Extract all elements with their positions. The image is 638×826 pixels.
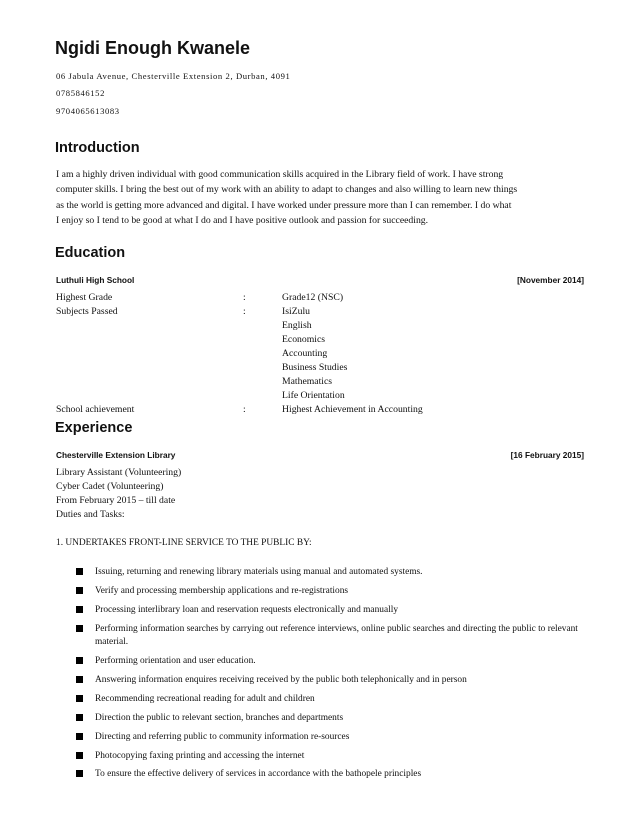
school-name: Luthuli High School (56, 275, 135, 285)
square-bullet-icon (76, 657, 83, 664)
duty-text: Directing and referring public to community information re-sources (95, 731, 350, 742)
highest-grade-label: Highest Grade (56, 292, 113, 303)
applicant-name: Ngidi Enough Kwanele (55, 38, 251, 58)
list-item (76, 768, 586, 781)
duty-text: Issuing, returning and renewing library materials using manual and automated systems. (95, 567, 423, 577)
introduction-line: I enjoy so I tend to be good at what I do and I have positive outlook and passion for succeeding. (56, 214, 429, 226)
colon: : (243, 404, 246, 415)
address: 06 Jabula Avenue, Chesterville Extension 2, Durban, 4091 (56, 71, 291, 81)
square-bullet-icon (76, 752, 83, 759)
colon: : (243, 292, 246, 303)
subject-item: Accounting (282, 348, 328, 359)
duty-text: Performing orientation and user education. (95, 656, 256, 667)
school-row (56, 275, 584, 285)
square-bullet-icon (76, 606, 83, 613)
list-item (76, 655, 586, 668)
list-item (76, 712, 586, 725)
list-item (76, 604, 586, 617)
achievement-value: Highest Achievement in Accounting (282, 404, 423, 415)
list-item (76, 693, 586, 706)
duty-text: Direction the public to relevant section, branches and departments (95, 712, 344, 723)
role-line: Cyber Cadet (Volunteering) (56, 481, 164, 492)
phone-number: 0785846152 (56, 88, 105, 98)
achievement-label: School achievement (56, 404, 135, 415)
square-bullet-icon (76, 587, 83, 594)
introduction-text (56, 167, 584, 228)
duty-text: To ensure the effective delivery of services in accordance with the bathopele principles (95, 769, 422, 780)
square-bullet-icon (76, 695, 83, 702)
duty-text: Processing interlibrary loan and reservation requests electronically and manually (95, 604, 399, 615)
duties-list (76, 566, 586, 787)
square-bullet-icon (76, 733, 83, 740)
square-bullet-icon (76, 714, 83, 721)
school-date: [November 2014] (517, 275, 584, 285)
square-bullet-icon (76, 625, 83, 632)
subject-item: Economics (282, 334, 326, 345)
duties-subheading: 1. UNDERTAKES FRONT-LINE SERVICE TO THE PUBLIC BY: (56, 538, 312, 548)
introduction-line: I am a highly driven individual with good communication skills acquired in the Library field of work. I have strong (56, 169, 504, 180)
subject-item: Mathematics (282, 376, 333, 387)
subject-item: English (282, 320, 312, 331)
list-item (76, 623, 586, 650)
list-item (76, 731, 586, 744)
square-bullet-icon (76, 568, 83, 575)
duty-text: Performing information searches by carrying out reference interviews, online public searches and directing the public to relevant material. (95, 623, 578, 648)
experience-heading: Experience (55, 420, 133, 436)
employer-name: Chesterville Extension Library (56, 450, 176, 460)
introduction-line: as the world is getting more advanced and digital. I have worked under pressure more than I can remember. I do what (56, 199, 512, 211)
introduction-heading: Introduction (55, 140, 140, 156)
id-number: 9704065613083 (56, 106, 120, 116)
role-line: From February 2015 – till date (56, 495, 176, 506)
duty-text: Photocopying faxing printing and accessing the internet (95, 750, 305, 761)
education-heading: Education (55, 245, 126, 261)
role-line: Duties and Tasks: (56, 509, 125, 520)
highest-grade-value: Grade12 (NSC) (282, 292, 344, 303)
duty-text: Answering information enquires receiving received by the public both telephonically and in person (95, 674, 467, 685)
employer-date: [16 February 2015] (510, 450, 584, 460)
duty-text: Recommending recreational reading for adult and children (95, 693, 315, 704)
square-bullet-icon (76, 676, 83, 683)
introduction-line: computer skills. I bring the best out of my work with an ability to adapt to changes and also willing to learn new things (56, 184, 518, 196)
subject-item: Life Orientation (282, 390, 345, 401)
duty-text: Verify and processing membership applications and re-registrations (95, 585, 349, 596)
list-item (76, 750, 586, 763)
square-bullet-icon (76, 770, 83, 777)
role-line: Library Assistant (Volunteering) (56, 467, 182, 478)
list-item (76, 674, 586, 687)
subject-item: IsiZulu (282, 306, 310, 317)
subjects-label: Subjects Passed (56, 306, 118, 317)
list-item (76, 566, 586, 579)
employer-row (56, 450, 584, 460)
list-item (76, 585, 586, 598)
colon: : (243, 306, 246, 317)
subject-item: Business Studies (282, 362, 348, 373)
